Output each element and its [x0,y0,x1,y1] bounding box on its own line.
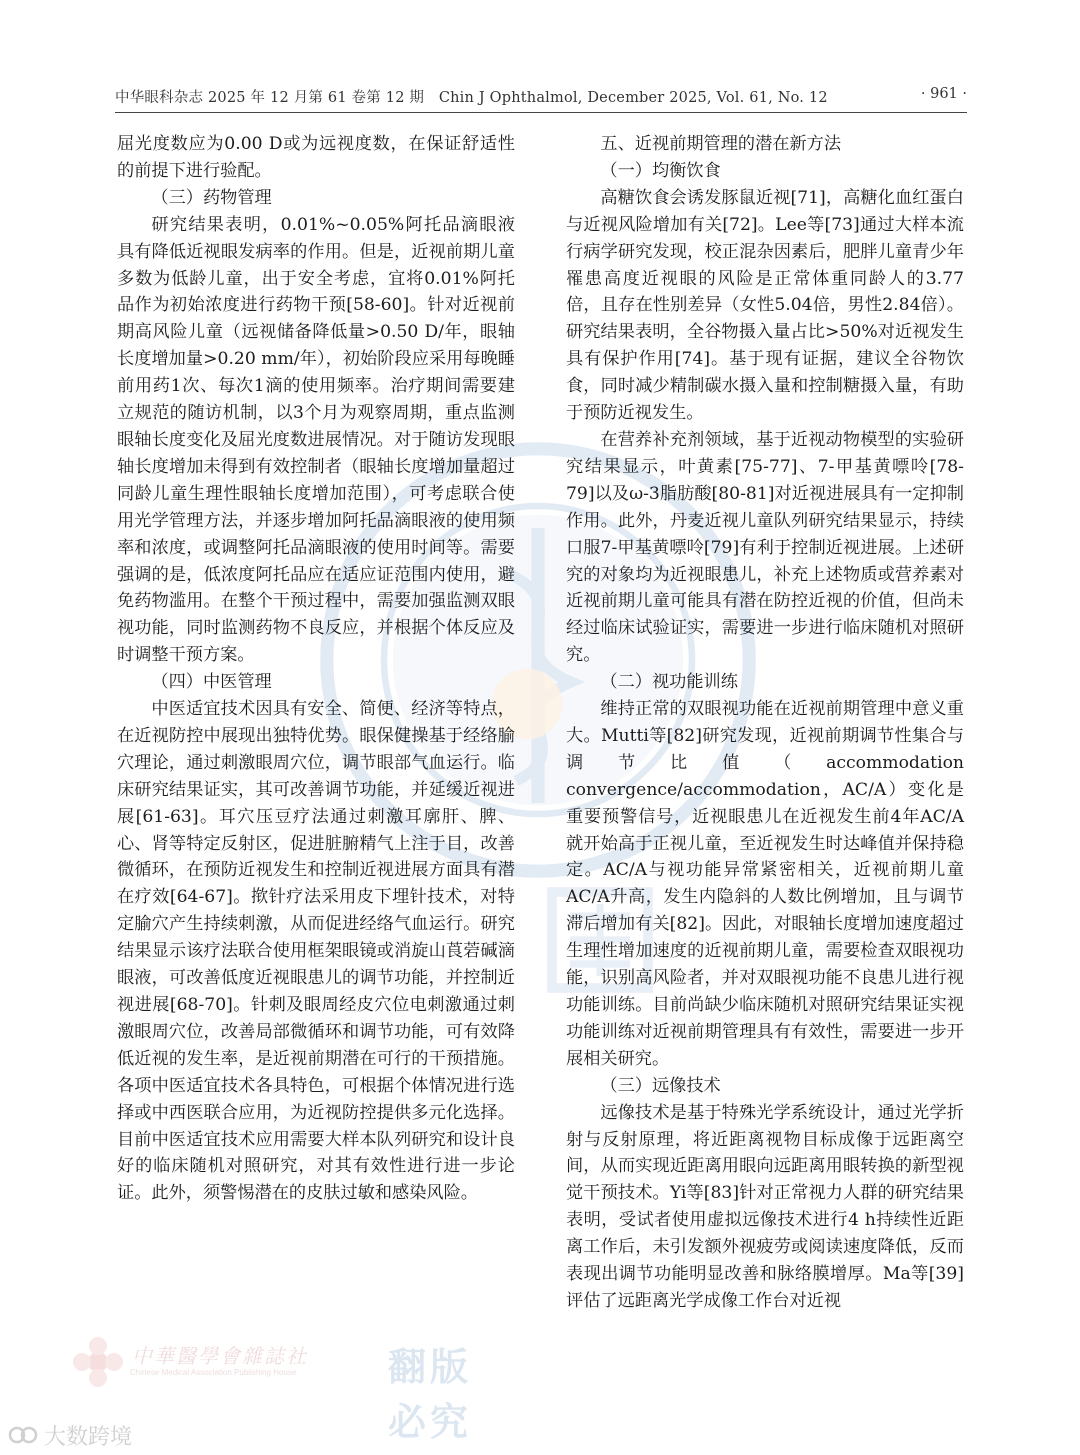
running-header [115,86,967,110]
left-column [117,131,515,1207]
right-column [566,131,964,1315]
subsection-heading-diet: （一）均衡饮食 [600,160,721,181]
page-number: · 961 · [920,86,967,102]
publisher-name-zh: 中華醫學會雜誌社 [132,1344,308,1368]
section-heading-5: 五、近视前期管理的潜在新方法 [600,134,842,154]
subsection-heading-far-image: （三）远像技术 [600,1075,721,1096]
subsection-heading-drug: （三）药物管理 [151,187,272,208]
publisher-flower-icon [70,1334,126,1390]
paragraph: 屈光度数应为0.00 D或为远视度数，在保证舒适性的前提下进行验配。 [117,134,515,181]
paragraph: 中医适宜技术因具有安全、简便、经济等特点，在近视防控中展现出独特优势。眼保健操基于经络腧穴理论，通过刺激眼周穴位，调节眼部气血运行。临床研究结果证实，其可改善调节功能，并延缓近视进展[61-63]。耳穴压豆疗法通过刺激耳廓肝、脾、心、肾等特定反射区，促进脏腑精气上注于目，改善微循环，在预防近视发生和控制近视进展方面具有潜在疗效[64-67]。揿针疗法采用皮下埋针技术，对特定腧穴产生持续刺激，从而促进经络气血运行。研究结果显示该疗法联合使用框架眼镜或消旋山莨菪碱滴眼液，可改善低度近视眼患儿的调节功能，并控制近视进展[68-70]。针刺及眼周经皮穴位电刺激通过刺激眼周穴位，改善局部微循环和调节功能，可有效降低近视的发生率，是近视前期潜在可行的干预措施。各项中医适宜技术各具特色，可根据个体情况进行选择或中西医联合应用，为近视防控提供多元化选择。目前中医适宜技术应用需要大样本队列研究和设计良好的临床随机对照研究，对其有效性进行进一步论证。此外，须警惕潜在的皮肤过敏和感染风险。 [117,699,515,1204]
paragraph: 在营养补充剂领域，基于近视动物模型的实验研究结果显示，叶黄素[75-77]、7-甲基黄嘌呤[78-79]以及ω-3脂肪酸[80-81]对近视进展具有一定抑制作用。此外，丹麦近视儿童队列研究结果显示，持续口服7-甲基黄嘌呤[79]有利于控制近视进展。上述研究的对象均为近视眼患儿，补充上述物质或营养素对近视前期儿童可能具有潜在防控近视的价值，但尚未经过临床试验证实，需要进一步进行临床随机对照研究。 [566,429,964,666]
publisher-name-en: Chinese Medical Association Publishing House [130,1368,297,1377]
paragraph: 远像技术是基于特殊光学系统设计，通过光学折射与反射原理，将近距离视物目标成像于远距离空间，从而实现近距离用眼向远距离用眼转换的新型视觉干预技术。Yi等[83]针对正常视力人群的研究结果表明，受试者使用虚拟远像技术进行4 h持续性近距离工作后，未引发额外视疲劳或阅读速度降低，反而表现出调节功能明显改善和脉络膜增厚。Ma等[39]评估了远距离光学成像工作台对近视 [566,1102,964,1311]
header-rule [115,112,967,113]
subsection-heading-vision: （二）视功能训练 [600,672,738,693]
brand-name: 大数跨境 [44,1424,133,1450]
brand-watermark [8,1420,132,1450]
copyright-mark: 翻版 必究 [388,1345,473,1444]
subsection-heading-tcm: （四）中医管理 [151,672,272,693]
brand-logo-icon [8,1423,38,1447]
paragraph: 研究结果表明，0.01%~0.05%阿托品滴眼液具有降低近视眼发病率的作用。但是，近视前期儿童多数为低龄儿童，出于安全考虑，宜将0.01%阿托品作为初始浓度进行药物干预[58-60]。针对近视前期高风险儿童（远视储备降低量>0.50 D/年，眼轴长度增加量>0.20 mm/年），初始阶段应采用每晚睡前用药1次、每次1滴的使用频率。治疗期间需要建立规范的随访机制，以3个月为观察周期，重点监测眼轴长度变化及屈光度数进展情况。对于随访发现眼轴长度增加未得到有效控制者（眼轴长度增加量超过同龄儿童生理性眼轴长度增加范围），可考虑联合使用光学管理方法，并逐步增加阿托品滴眼液的使用频率和浓度，或调整阿托品滴眼液的使用时间等。需要强调的是，低浓度阿托品应在适应证范围内使用，避免药物滥用。在整个干预过程中，需要加强监测双眼视功能，同时监测药物不良反应，并根据个体反应及时调整干预方案。 [117,214,515,666]
paragraph: 维持正常的双眼视功能在近视前期管理中意义重大。Mutti等[82]研究发现，近视前期调节性集合与调节比值（accommodation convergence/accommodation，AC/A）变化是重要预警信号，近视眼患儿在近视发生前4年AC/A就开始高于正视儿童，至近视发生时达峰值并保持稳定。AC/A与视功能异常紧密相关，近视前期儿童AC/A升高，发生内隐斜的人数比例增加，且与调节滞后增加有关[82]。因此，对眼轴长度增加速度超过生理性增加速度的近视前期儿童，需要检查双眼视功能，识别高风险者，并对双眼视功能不良患儿进行视功能训练。目前尚缺少临床随机对照研究结果证实视功能训练对近视前期管理具有有效性，需要进一步开展相关研究。 [566,699,964,1069]
journal-citation: 中华眼科杂志 2025 年 12 月第 61 卷第 12 期 Chin J Ophthalmol, December 2025, Vol. 61, No. 12 [115,90,828,106]
paragraph: 高糖饮食会诱发豚鼠近视[71]，高糖化血红蛋白与近视风险增加有关[72]。Lee等[73]通过大样本流行病学研究发现，校正混杂因素后，肥胖儿童青少年罹患高度近视眼的风险是正常体重同龄人的3.77倍，且存在性别差异（女性5.04倍，男性2.84倍）。研究结果表明，全谷物摄入量占比>50%对近视发生具有保护作用[74]。基于现有证据，建议全谷物饮食，同时减少精制碳水摄入量和控制糖摄入量，有助于预防近视发生。 [566,187,964,424]
